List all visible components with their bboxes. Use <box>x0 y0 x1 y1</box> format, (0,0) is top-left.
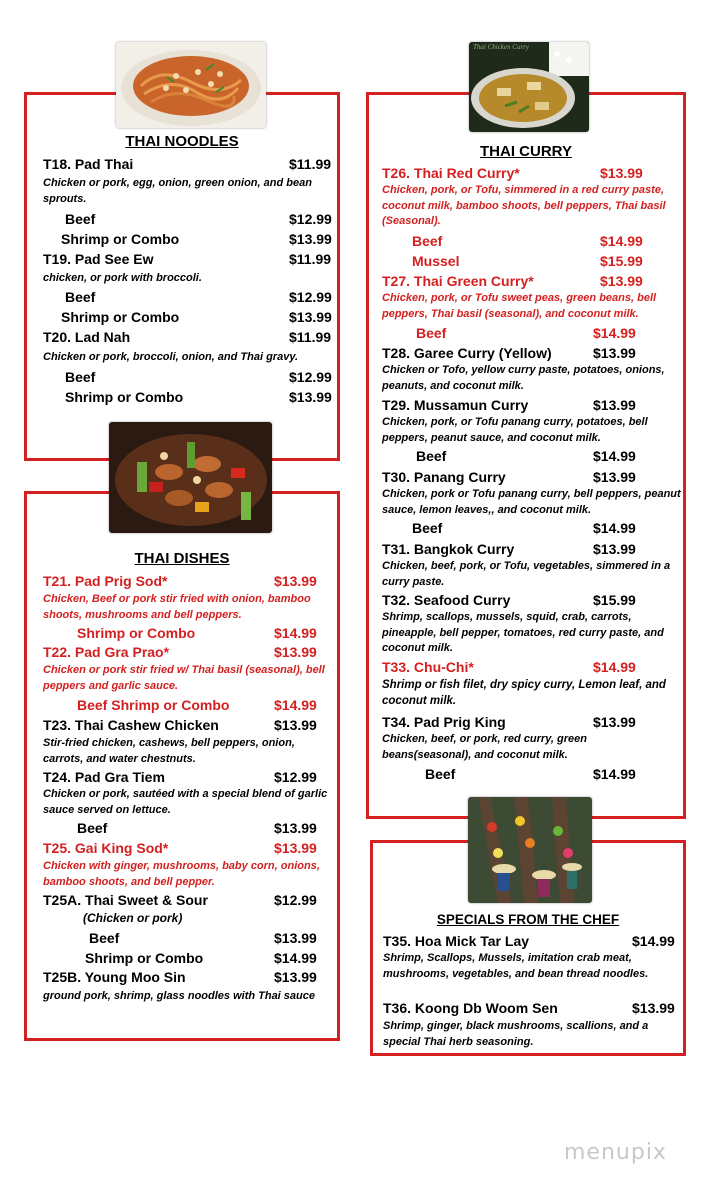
option-price: $13.99 <box>289 231 332 247</box>
menu-item-name: T33. Chu-Chi* <box>382 659 474 675</box>
menu-item-description: Chicken, beef, or pork, red curry, green beans(seasonal), and coconut milk. <box>382 733 587 761</box>
menu-item-price: $13.99 <box>632 1000 675 1016</box>
menu-item-name: T27. Thai Green Curry* <box>382 273 534 289</box>
menu-item-name: T36. Koong Db Woom Sen <box>383 1000 558 1016</box>
option-label: Mussel <box>412 253 460 269</box>
section-title: SPECIALS FROM THE CHEF <box>436 912 620 927</box>
section-title: THAI DISHES <box>134 550 230 567</box>
menu-item-name: T30. Panang Curry <box>382 469 506 485</box>
menu-item-price: $11.99 <box>289 329 332 345</box>
option-price: $14.99 <box>600 233 643 249</box>
floating-market-photo <box>468 797 592 903</box>
option-label: Beef <box>65 211 96 227</box>
menu-item-name: T26. Thai Red Curry* <box>382 165 520 181</box>
menu-item-name: T23. Thai Cashew Chicken <box>43 717 219 733</box>
menu-item-description: chicken, or pork with broccoli. <box>43 272 202 284</box>
menu-item-description: Shrimp or fish filet, dry spicy curry, Lemon leaf, and coconut milk. <box>382 679 666 707</box>
option-price: $14.99 <box>274 950 317 966</box>
menu-item-price: $13.99 <box>274 717 317 733</box>
menu-item-description: Chicken, Beef or pork stir fried with onion, bamboo shoots, mushrooms and bell peppers. <box>43 593 311 621</box>
option-price: $13.99 <box>289 389 332 405</box>
option-price: $14.99 <box>274 625 317 641</box>
menu-item-description: Shrimp, ginger, black mushrooms, scallions, and a special Thai herb seasoning. <box>383 1020 649 1048</box>
menu-item-description: ground pork, shrimp, glass noodles with Thai sauce <box>43 990 315 1002</box>
option-price: $13.99 <box>274 820 317 836</box>
option-label: Beef <box>412 233 443 249</box>
option-label: Beef <box>65 369 96 385</box>
option-label: Beef <box>77 820 108 836</box>
thai-dishes-section <box>24 491 340 1041</box>
menu-item-name: T32. Seafood Curry <box>382 592 511 608</box>
menu-item-price: $13.99 <box>274 969 317 985</box>
thai-curry-photo <box>469 42 589 132</box>
pad-thai-photo <box>116 42 266 128</box>
menu-item-price: $13.99 <box>593 397 636 413</box>
menu-item-price: $13.99 <box>274 840 317 856</box>
option-price: $15.99 <box>600 253 643 269</box>
menu-item-description: Shrimp, scallops, mussels, squid, crab, carrots, pineapple, bell pepper, tomatoes, red curry paste, and coconut milk. <box>382 611 664 654</box>
section-title: THAI NOODLES <box>125 133 239 150</box>
menu-item-name: T31. Bangkok Curry <box>382 541 515 557</box>
menu-item-description: Chicken or pork stir fried w/ Thai basil (seasonal), bell peppers and garlic sauce. <box>43 664 325 692</box>
photo-label: Thai Chicken Curry <box>473 43 529 51</box>
menu-item-description: Chicken with ginger, mushrooms, baby corn, onions, bamboo shoots, and bell pepper. <box>43 860 320 888</box>
menu-item-price: $13.99 <box>593 541 636 557</box>
section-title: THAI CURRY <box>480 143 572 160</box>
thai-curry-section <box>366 92 686 819</box>
option-label: Beef <box>425 766 456 782</box>
option-label: Shrimp or Combo <box>77 625 196 641</box>
menu-item-description: Chicken or pork, egg, onion, green onion, and bean sprouts. <box>43 177 312 205</box>
menu-item-description: Chicken, beef, pork, or Tofu, vegetables, simmered in a curry paste. <box>382 560 671 588</box>
option-label: Beef <box>412 520 443 536</box>
menu-item-description: Chicken, pork, or Tofu sweet peas, green beans, bell peppers, Thai basil (seasonal), and coconut milk. <box>382 292 657 320</box>
option-price: $14.99 <box>274 697 317 713</box>
cashew-chicken-photo <box>109 422 272 533</box>
menu-item-price: $12.99 <box>274 769 317 785</box>
menu-item-note: (Chicken or pork) <box>83 911 183 925</box>
option-label: Shrimp or Combo <box>61 309 180 325</box>
menupix-watermark: menupix <box>564 1140 667 1165</box>
menu-item-name: T25. Gai King Sod* <box>43 840 169 856</box>
option-label: Beef <box>416 448 447 464</box>
menu-item-description: Chicken or Tofo, yellow curry paste, potatoes, onions, peanuts, and coconut milk. <box>382 364 665 392</box>
option-price: $13.99 <box>289 309 332 325</box>
menu-item-name: T18. Pad Thai <box>43 156 134 172</box>
menu-item-description: Chicken, pork, or Tofu panang curry, potatoes, bell peppers, peanut sauce, and coconut milk. <box>382 416 648 444</box>
menu-item-name: T34. Pad Prig King <box>382 714 506 730</box>
menu-item-price: $13.99 <box>274 644 317 660</box>
menu-item-description: Chicken or pork, sautéed with a special blend of garlic sauce served on lettuce. <box>43 788 328 816</box>
menu-item-name: T19. Pad See Ew <box>43 251 154 267</box>
option-price: $14.99 <box>593 766 636 782</box>
menu-item-price: $13.99 <box>600 165 643 181</box>
option-label: Beef <box>89 930 120 946</box>
menu-item-name: T24. Pad Gra Tiem <box>43 769 165 785</box>
option-label: Beef <box>416 325 447 341</box>
menu-item-price: $12.99 <box>274 892 317 908</box>
option-price: $14.99 <box>593 520 636 536</box>
option-label: Beef Shrimp or Combo <box>77 697 230 713</box>
menu-item-name: T25A. Thai Sweet & Sour <box>43 892 208 908</box>
option-price: $13.99 <box>274 930 317 946</box>
menu-item-description: Chicken, pork, or Tofu, simmered in a red curry paste, coconut milk, bamboo shoots, bell peppers, Thai basil (Seasonal). <box>382 184 666 227</box>
menu-item-description: Shrimp, Scallops, Mussels, imitation crab meat, mushrooms, vegetables, and bean thread noodles. <box>383 952 649 980</box>
option-price: $14.99 <box>593 325 636 341</box>
thai-noodles-section <box>24 92 340 461</box>
menu-item-price: $13.99 <box>593 714 636 730</box>
menu-item-price: $15.99 <box>593 592 636 608</box>
option-price: $12.99 <box>289 211 332 227</box>
menu-item-description: Chicken, pork or Tofu panang curry, bell peppers, peanut sauce, lemon leaves,, and coconut milk. <box>382 488 681 516</box>
menu-item-name: T21. Pad Prig Sod* <box>43 573 168 589</box>
option-label: Shrimp or Combo <box>65 389 184 405</box>
option-label: Beef <box>65 289 96 305</box>
menu-item-price: $14.99 <box>632 933 675 949</box>
menu-item-name: T28. Garee Curry (Yellow) <box>382 345 552 361</box>
option-price: $12.99 <box>289 289 332 305</box>
menu-item-price: $13.99 <box>593 345 636 361</box>
menu-item-price: $13.99 <box>274 573 317 589</box>
menu-item-name: T25B. Young Moo Sin <box>43 969 186 985</box>
menu-item-name: T22. Pad Gra Prao* <box>43 644 170 660</box>
option-label: Shrimp or Combo <box>61 231 180 247</box>
menu-item-name: T29. Mussamun Curry <box>382 397 529 413</box>
menu-item-price: $13.99 <box>600 273 643 289</box>
menu-item-description: Stir-fried chicken, cashews, bell peppers, onion, carrots, and water chestnuts. <box>43 737 295 765</box>
menu-item-price: $13.99 <box>593 469 636 485</box>
menu-item-price: $11.99 <box>289 251 332 267</box>
menu-item-description: Chicken or pork, broccoli, onion, and Thai gravy. <box>43 351 299 363</box>
menu-item-name: T20. Lad Nah <box>43 329 131 345</box>
option-price: $14.99 <box>593 448 636 464</box>
menu-item-price: $11.99 <box>289 156 332 172</box>
option-label: Shrimp or Combo <box>85 950 204 966</box>
option-price: $12.99 <box>289 369 332 385</box>
menu-item-price: $14.99 <box>593 659 636 675</box>
menu-item-name: T35. Hoa Mick Tar Lay <box>383 933 530 949</box>
